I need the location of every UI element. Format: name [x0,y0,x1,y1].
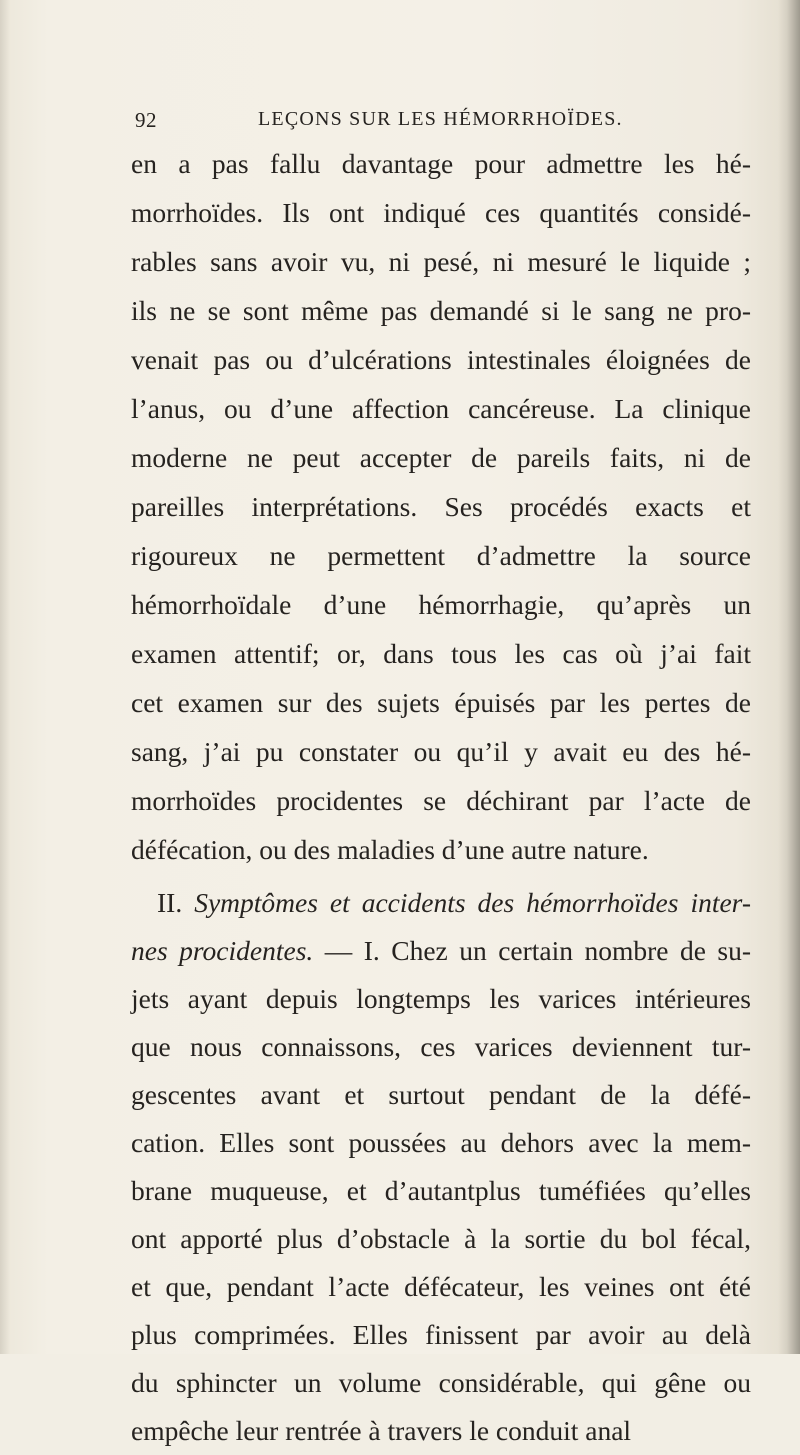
text-line: défécation, ou des maladies d’une autre nature. [131,834,649,865]
text-line: jets ayant depuis longtemps les varices intérieures [131,983,751,1014]
text-line: plus comprimées. Elles finissent par avoir au delà [131,1319,751,1350]
text-line: sang, j’ai pu constater ou qu’il y avait eu des hé- [131,736,751,767]
text-line: en a pas fallu davantage pour admettre les hé- [131,148,751,179]
section-number: II. [157,887,183,918]
text-line: empêche leur rentrée à travers le conduit anal [131,1415,632,1446]
paragraph-2 [131,879,751,1455]
section-heading-line-1 [131,879,751,927]
text-line: examen attentif; or, dans tous les cas où j’ai fait [131,638,751,669]
text-line: et que, pendant l’acte défécateur, les veines ont été [131,1271,751,1302]
text-line: hémorrhoïdale d’une hémorrhagie, qu’après un [131,589,751,620]
text-line: moderne ne peut accepter de pareils faits, ni de [131,442,751,473]
page-number: 92 [135,108,157,132]
text-line: venait pas ou d’ulcérations intestinales éloignées de [131,344,751,375]
text-line: rables sans avoir vu, ni pesé, ni mesuré le liquide ; [131,246,751,277]
text-line: ils ne se sont même pas demandé si le sang ne pro- [131,295,751,326]
text-line: cet examen sur des sujets épuisés par les pertes de [131,687,751,718]
text-line: cation. Elles sont poussées au dehors avec la mem- [131,1127,751,1158]
text-line: pareilles interprétations. Ses procédés exacts et [131,491,751,522]
running-head: LEÇONS SUR LES HÉMORRHOÏDES. [258,108,623,130]
text-line: l’anus, ou d’une affection cancéreuse. La clinique [131,393,751,424]
section-intro-text: — I. Chez un certain nombre de su- [313,935,751,966]
section-title-part-2: nes procidentes. [131,935,314,966]
text-line: morrhoïdes. Ils ont indiqué ces quantités considé- [131,197,751,228]
right-edge-shadow [778,0,800,1354]
paragraph-1 [131,139,751,874]
text-line: brane muqueuse, et d’autantplus tuméfiées qu’elles [131,1175,751,1206]
section-title-part-1: Symptômes et accidents des hémorrhoïdes inter- [194,887,751,918]
text-line: morrhoïdes procidentes se déchirant par l’acte de [131,785,751,816]
text-line: du sphincter un volume considérable, qui gêne ou [131,1367,751,1398]
text-line: ont apporté plus d’obstacle à la sortie du bol fécal, [131,1223,751,1254]
body-text [131,139,751,1455]
text-line: que nous connaissons, ces varices deviennent tur- [131,1031,751,1062]
text-line: gescentes avant et surtout pendant de la défé- [131,1079,751,1110]
text-line: rigoureux ne permettent d’admettre la source [131,540,751,571]
section-heading-line-2 [131,927,751,975]
left-edge-shadow [0,0,10,1354]
